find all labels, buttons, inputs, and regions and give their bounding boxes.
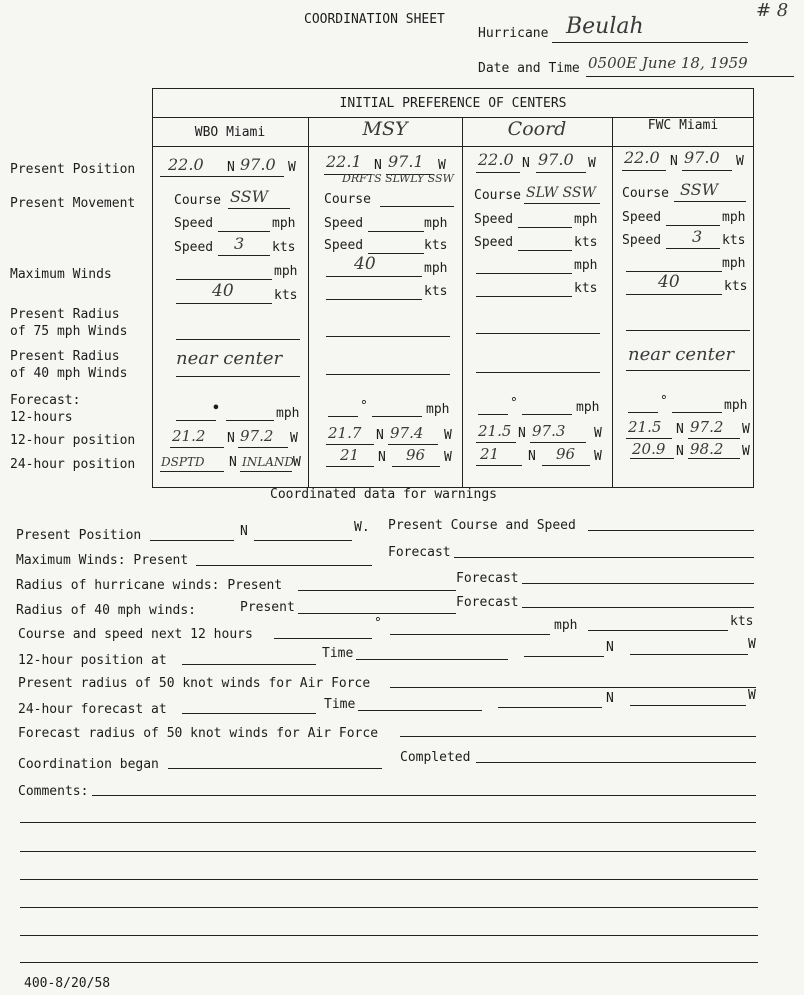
column-header-wbo: WBO Miami: [194, 125, 266, 140]
fwc-pos-w[interactable]: 97.0: [684, 148, 720, 167]
msy-pos-n[interactable]: 22.1: [326, 152, 362, 171]
cd-max-winds-label: Maximum Winds: Present: [16, 553, 189, 568]
cd-radius40-forecast-field[interactable]: [522, 607, 754, 608]
wbo-pos12-n[interactable]: 21.2: [172, 427, 206, 445]
comment-line[interactable]: [20, 962, 758, 963]
cd-forecast24-n-field[interactable]: [498, 707, 602, 708]
comment-line[interactable]: [20, 851, 756, 852]
coord-course[interactable]: SLW SSW: [526, 185, 596, 201]
cd-coord-began-field[interactable]: [168, 768, 382, 769]
coord-pos12-n[interactable]: 21.5: [478, 422, 512, 440]
fwc-pos24-n[interactable]: 20.9: [632, 440, 666, 458]
coord-pos-n[interactable]: 22.0: [478, 150, 514, 169]
column-separator: [612, 117, 613, 487]
comment-line[interactable]: [20, 879, 758, 880]
wbo-speed-kts[interactable]: 3: [234, 234, 245, 253]
cd-speed-kts-12-field[interactable]: [588, 630, 728, 631]
wbo-pos24-w[interactable]: INLAND: [242, 455, 294, 469]
cd-course-speed-12-label: Course and speed next 12 hours: [18, 627, 253, 642]
cd-radius-hurricane-present-field[interactable]: [298, 590, 456, 591]
cd-radius50-af-label: Present radius of 50 knot winds for Air Force: [18, 676, 371, 691]
cd-comments-label: Comments:: [18, 784, 89, 799]
form-title: COORDINATION SHEET: [304, 12, 445, 27]
cd-radius40-present-field[interactable]: [298, 613, 456, 614]
cd-forecast24-at-field[interactable]: [182, 713, 316, 714]
cd-forecast24-w-field[interactable]: [630, 705, 746, 706]
hurricane-name-line: [552, 42, 748, 43]
cd-radius-hurricane-label: Radius of hurricane winds: Present: [16, 578, 283, 593]
column-header-fwc: FWC Miami: [647, 118, 719, 133]
datetime-label: Date and Time: [478, 61, 580, 76]
wbo-course[interactable]: SSW: [230, 187, 269, 206]
cd-radius40-label: Radius of 40 mph winds:: [16, 603, 197, 618]
fwc-pos24-w[interactable]: 98.2: [690, 440, 724, 458]
datetime-line: [586, 76, 794, 77]
cd-radius50-af-field[interactable]: [390, 687, 756, 688]
wbo-pos-n[interactable]: 22.0: [168, 155, 204, 174]
column-header-msy: MSY: [362, 118, 408, 140]
msy-course[interactable]: DRFTS SLWLY SSW: [342, 172, 454, 185]
cd-forecast24-label: 24-hour forecast at: [18, 702, 167, 717]
column-separator: [462, 117, 463, 487]
cd-present-position-label: Present Position: [16, 528, 142, 543]
fwc-pos12-w[interactable]: 97.2: [690, 418, 724, 436]
coord-pos24-n[interactable]: 21: [480, 445, 500, 463]
coord-pos24-w[interactable]: 96: [556, 445, 576, 463]
cd-pos12-at-field[interactable]: [182, 664, 316, 665]
wbo-pos24-n[interactable]: DSPTD: [161, 455, 205, 469]
wbo-pos-w[interactable]: 97.0: [240, 155, 276, 174]
cd-pos12-w-field[interactable]: [630, 654, 748, 655]
wbo-winds-kts[interactable]: 40: [212, 281, 234, 301]
comment-line[interactable]: [20, 822, 756, 823]
form-number: 400-8/20/58: [24, 976, 111, 991]
fwc-winds-kts[interactable]: 40: [658, 272, 680, 292]
cd-present-course-speed-field[interactable]: [588, 530, 754, 531]
comment-line[interactable]: [20, 907, 758, 908]
row-label-forecast-2: 12-hours: [10, 410, 73, 425]
msy-pos24-w[interactable]: 96: [406, 446, 426, 464]
datetime-field[interactable]: 0500E June 18, 1959: [588, 54, 748, 72]
msy-pos12-w[interactable]: 97.4: [390, 424, 424, 442]
cd-pos12-n-field[interactable]: [524, 656, 604, 657]
wbo-pos12-w[interactable]: 97.2: [240, 427, 274, 445]
comment-line[interactable]: [92, 795, 756, 796]
msy-pos-w[interactable]: 97.1: [388, 152, 424, 171]
row-label-radius40-2: of 40 mph Winds: [10, 366, 128, 381]
fwc-pos12-n[interactable]: 21.5: [628, 418, 662, 436]
msy-pos12-n[interactable]: 21.7: [328, 424, 362, 442]
row-label-pos12: 12-hour position: [10, 433, 136, 448]
cd-completed-field[interactable]: [476, 762, 756, 763]
row-label-present-movement: Present Movement: [10, 196, 136, 211]
cd-coord-began-label: Coordination began: [18, 757, 159, 772]
row-label-radius75-2: of 75 mph Winds: [10, 324, 128, 339]
cd-max-winds-forecast-field[interactable]: [454, 557, 754, 558]
table-column-divider: [152, 146, 754, 147]
column-separator: [308, 117, 309, 487]
cd-radius-hurricane-forecast-field[interactable]: [522, 583, 754, 584]
cd-present-position-w-field[interactable]: [254, 540, 352, 541]
table-heading: INITIAL PREFERENCE OF CENTERS: [339, 96, 567, 111]
cd-speed-mph-12-field[interactable]: [390, 634, 550, 635]
cd-present-position-n-field[interactable]: [150, 540, 234, 541]
coordinated-heading: Coordinated data for warnings: [270, 487, 497, 502]
cd-max-winds-present-field[interactable]: [196, 565, 372, 566]
cd-present-course-speed-label: Present Course and Speed: [388, 518, 576, 533]
fwc-course[interactable]: SSW: [680, 180, 719, 199]
msy-pos24-n[interactable]: 21: [340, 446, 360, 464]
row-label-pos24: 24-hour position: [10, 457, 136, 472]
row-label-forecast: Forecast:: [10, 393, 81, 408]
cd-course-12-field[interactable]: [274, 638, 372, 639]
msy-winds-mph[interactable]: 40: [354, 254, 376, 274]
cd-forecast-radius50-af-field[interactable]: [400, 736, 756, 737]
hurricane-name-field[interactable]: Beulah: [566, 14, 644, 39]
coord-pos12-w[interactable]: 97.3: [532, 422, 566, 440]
fwc-radius40[interactable]: near center: [628, 344, 735, 365]
sheet-number: # 8: [756, 0, 789, 21]
cd-forecast-radius50-af-label: Forecast radius of 50 knot winds for Air Force: [18, 726, 379, 741]
hurricane-label: Hurricane: [478, 26, 549, 41]
comment-line[interactable]: [20, 935, 758, 936]
wbo-radius40[interactable]: near center: [176, 348, 283, 369]
row-label-radius75: Present Radius: [10, 307, 120, 322]
row-label-maximum-winds: Maximum Winds: [10, 267, 112, 282]
cd-forecast24-time-field[interactable]: [358, 710, 482, 711]
coord-pos-w[interactable]: 97.0: [538, 150, 574, 169]
cd-pos12-time-field[interactable]: [356, 659, 508, 660]
row-label-present-position: Present Position: [10, 162, 136, 177]
cd-pos12-label: 12-hour position at: [18, 653, 167, 668]
fwc-speed-kts[interactable]: 3: [692, 227, 703, 246]
row-label-radius40: Present Radius: [10, 349, 120, 364]
column-header-coord: Coord: [507, 118, 567, 140]
fwc-pos-n[interactable]: 22.0: [624, 148, 660, 167]
